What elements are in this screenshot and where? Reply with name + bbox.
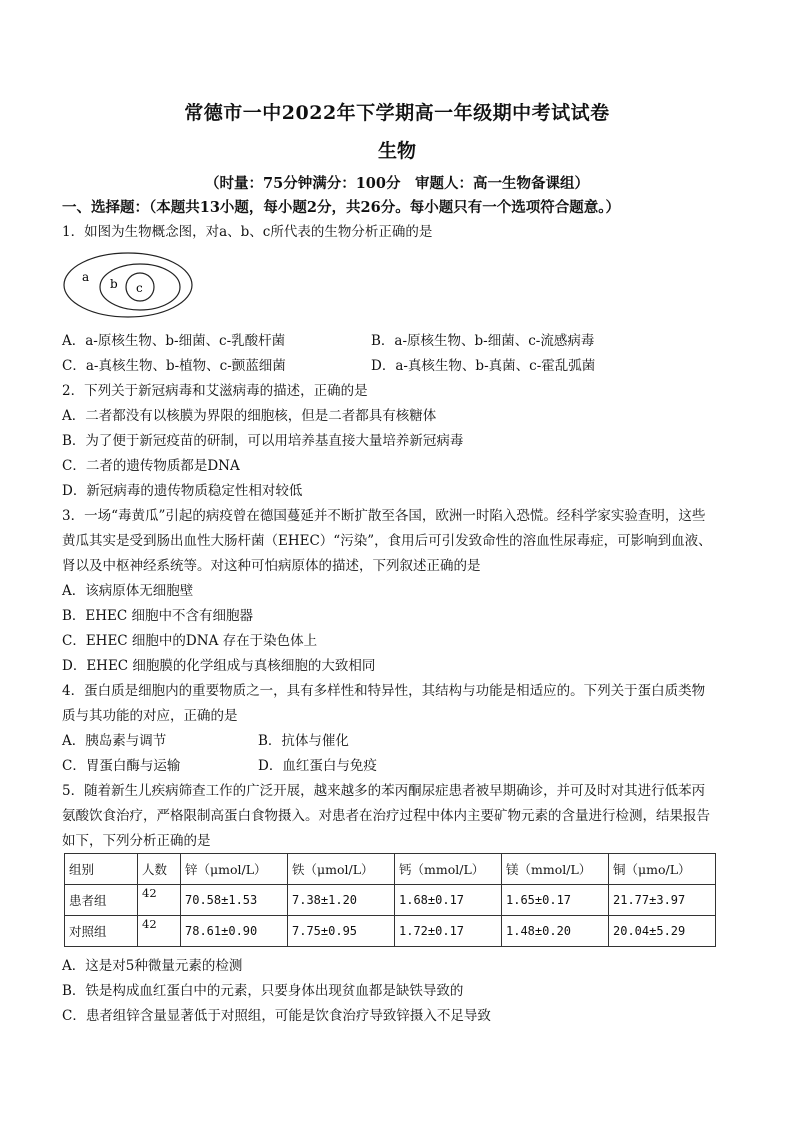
table-cell: 21.77±3.97 bbox=[609, 885, 716, 916]
table-row bbox=[65, 916, 716, 947]
q1-option-d: D．a-真核生物、b-真菌、c-霍乱弧菌 bbox=[371, 358, 596, 374]
table-cell: 1.72±0.17 bbox=[395, 916, 502, 947]
table-header: 镁（mmol/L） bbox=[502, 854, 609, 885]
q5-option-a: A．这是对5种微量元素的检测 bbox=[62, 958, 243, 974]
q3-option-a: A．该病原体无细胞壁 bbox=[62, 583, 194, 599]
q2-option-b: B．为了便于新冠疫苗的研制，可以用培养基直接大量培养新冠病毒 bbox=[62, 433, 464, 449]
q5-stem-line1: 5．随着新生儿疾病筛查工作的广泛开展，越来越多的苯丙酮尿症患者被早期确诊，并可及时对其进行低苯丙 bbox=[62, 783, 706, 799]
q5-stem-line3: 如下，下列分析正确的是 bbox=[62, 833, 211, 849]
q1-option-c: C．a-真核生物、b-植物、c-颤蓝细菌 bbox=[62, 358, 286, 374]
q5-option-c: C．患者组锌含量显著低于对照组，可能是饮食治疗导致锌摄入不足导致 bbox=[62, 1008, 491, 1024]
table-header: 组别 bbox=[65, 854, 138, 885]
section-heading: 一、选择题：（本题共13小题，每小题2分，共26分。每小题只有一个选项符合题意。） bbox=[62, 199, 620, 216]
q2-option-d: D．新冠病毒的遗传物质稳定性相对较低 bbox=[62, 483, 303, 499]
q5-option-b: B．铁是构成血红蛋白中的元素，只要身体出现贫血都是缺铁导致的 bbox=[62, 983, 464, 999]
table-cell bbox=[138, 916, 181, 947]
table-cell: 20.04±5.29 bbox=[609, 916, 716, 947]
table-header: 铁（μmol/L） bbox=[288, 854, 395, 885]
q2-option-a: A．二者都没有以核膜为界限的细胞核，但是二者都具有核糖体 bbox=[62, 408, 437, 424]
venn-label-a: a bbox=[82, 270, 90, 284]
table-cell: 对照组 bbox=[65, 916, 138, 947]
table-cell bbox=[138, 885, 181, 916]
table-header: 铜（μmo/L） bbox=[609, 854, 716, 885]
q3-option-b: B．EHEC 细胞中不含有细胞器 bbox=[62, 608, 254, 624]
exam-title: 常德市一中2022年下学期高一年级期中考试试卷 bbox=[184, 102, 610, 124]
table-header: 人数 bbox=[138, 854, 181, 885]
table-header-row bbox=[65, 854, 716, 885]
exam-subject: 生物 bbox=[377, 140, 416, 162]
venn-label-c: c bbox=[136, 281, 143, 295]
table-header: 钙（mmol/L） bbox=[395, 854, 502, 885]
table-cell: 患者组 bbox=[65, 885, 138, 916]
table-cell: 1.68±0.17 bbox=[395, 885, 502, 916]
q1-option-a: A．a-原核生物、b-细菌、c-乳酸杆菌 bbox=[62, 333, 286, 349]
table-cell-count: 42 bbox=[142, 885, 157, 900]
q2-option-c: C．二者的遗传物质都是DNA bbox=[62, 458, 240, 474]
q3-stem-line2: 黄瓜其实是受到肠出血性大肠杆菌（EHEC）“污染”，食用后可引发致命性的溶血性尿毒症，可影响到血液、 bbox=[62, 533, 712, 549]
table-row bbox=[65, 885, 716, 916]
q4-stem-line2: 质与其功能的对应，正确的是 bbox=[62, 708, 238, 724]
table-cell: 7.75±0.95 bbox=[288, 916, 395, 947]
q4-option-a: A．胰岛素与调节 bbox=[62, 733, 167, 749]
table-cell-count: 42 bbox=[142, 916, 157, 931]
q4-option-d: D．血红蛋白与免疫 bbox=[258, 758, 377, 774]
q3-option-c: C．EHEC 细胞中的DNA 存在于染色体上 bbox=[62, 633, 318, 649]
venn-label-b: b bbox=[110, 277, 118, 291]
table-header: 锌（μmol/L） bbox=[181, 854, 288, 885]
q1-option-b: B．a-原核生物、b-细菌、c-流感病毒 bbox=[371, 333, 595, 349]
q4-option-b: B．抗体与催化 bbox=[258, 733, 349, 749]
venn-diagram bbox=[62, 251, 197, 321]
q3-option-d: D．EHEC 细胞膜的化学组成与真核细胞的大致相同 bbox=[62, 658, 376, 674]
table-cell: 7.38±1.20 bbox=[288, 885, 395, 916]
q3-stem-line1: 3．一场“毒黄瓜”引起的病疫曾在德国蔓延并不断扩散至各国，欧洲一时陷入恐慌。经科学家实验查明，这些 bbox=[62, 508, 706, 524]
q2-stem: 2．下列关于新冠病毒和艾滋病毒的描述，正确的是 bbox=[62, 383, 368, 399]
q1-stem: 1．如图为生物概念图，对a、b、c所代表的生物分析正确的是 bbox=[62, 224, 433, 240]
mineral-table bbox=[64, 853, 716, 947]
table-cell: 70.58±1.53 bbox=[181, 885, 288, 916]
q4-stem-line1: 4．蛋白质是细胞内的重要物质之一，具有多样性和特异性，其结构与功能是相适应的。下列关于蛋白质类物 bbox=[62, 683, 706, 699]
q4-option-c: C．胃蛋白酶与运输 bbox=[62, 758, 181, 774]
table-cell: 78.61±0.90 bbox=[181, 916, 288, 947]
q3-stem-line3: 肾以及中枢神经系统等。对这种可怕病原体的描述，下列叙述正确的是 bbox=[62, 558, 481, 574]
table-cell: 1.65±0.17 bbox=[502, 885, 609, 916]
table-cell: 1.48±0.20 bbox=[502, 916, 609, 947]
q5-stem-line2: 氨酸饮食治疗，严格限制高蛋白食物摄入。对患者在治疗过程中体内主要矿物元素的含量进行检测，结果报告 bbox=[62, 808, 710, 824]
venn-circle-a bbox=[64, 253, 192, 317]
exam-info: （时量：75分钟满分：100分 审题人：高一生物备课组） bbox=[205, 175, 589, 192]
